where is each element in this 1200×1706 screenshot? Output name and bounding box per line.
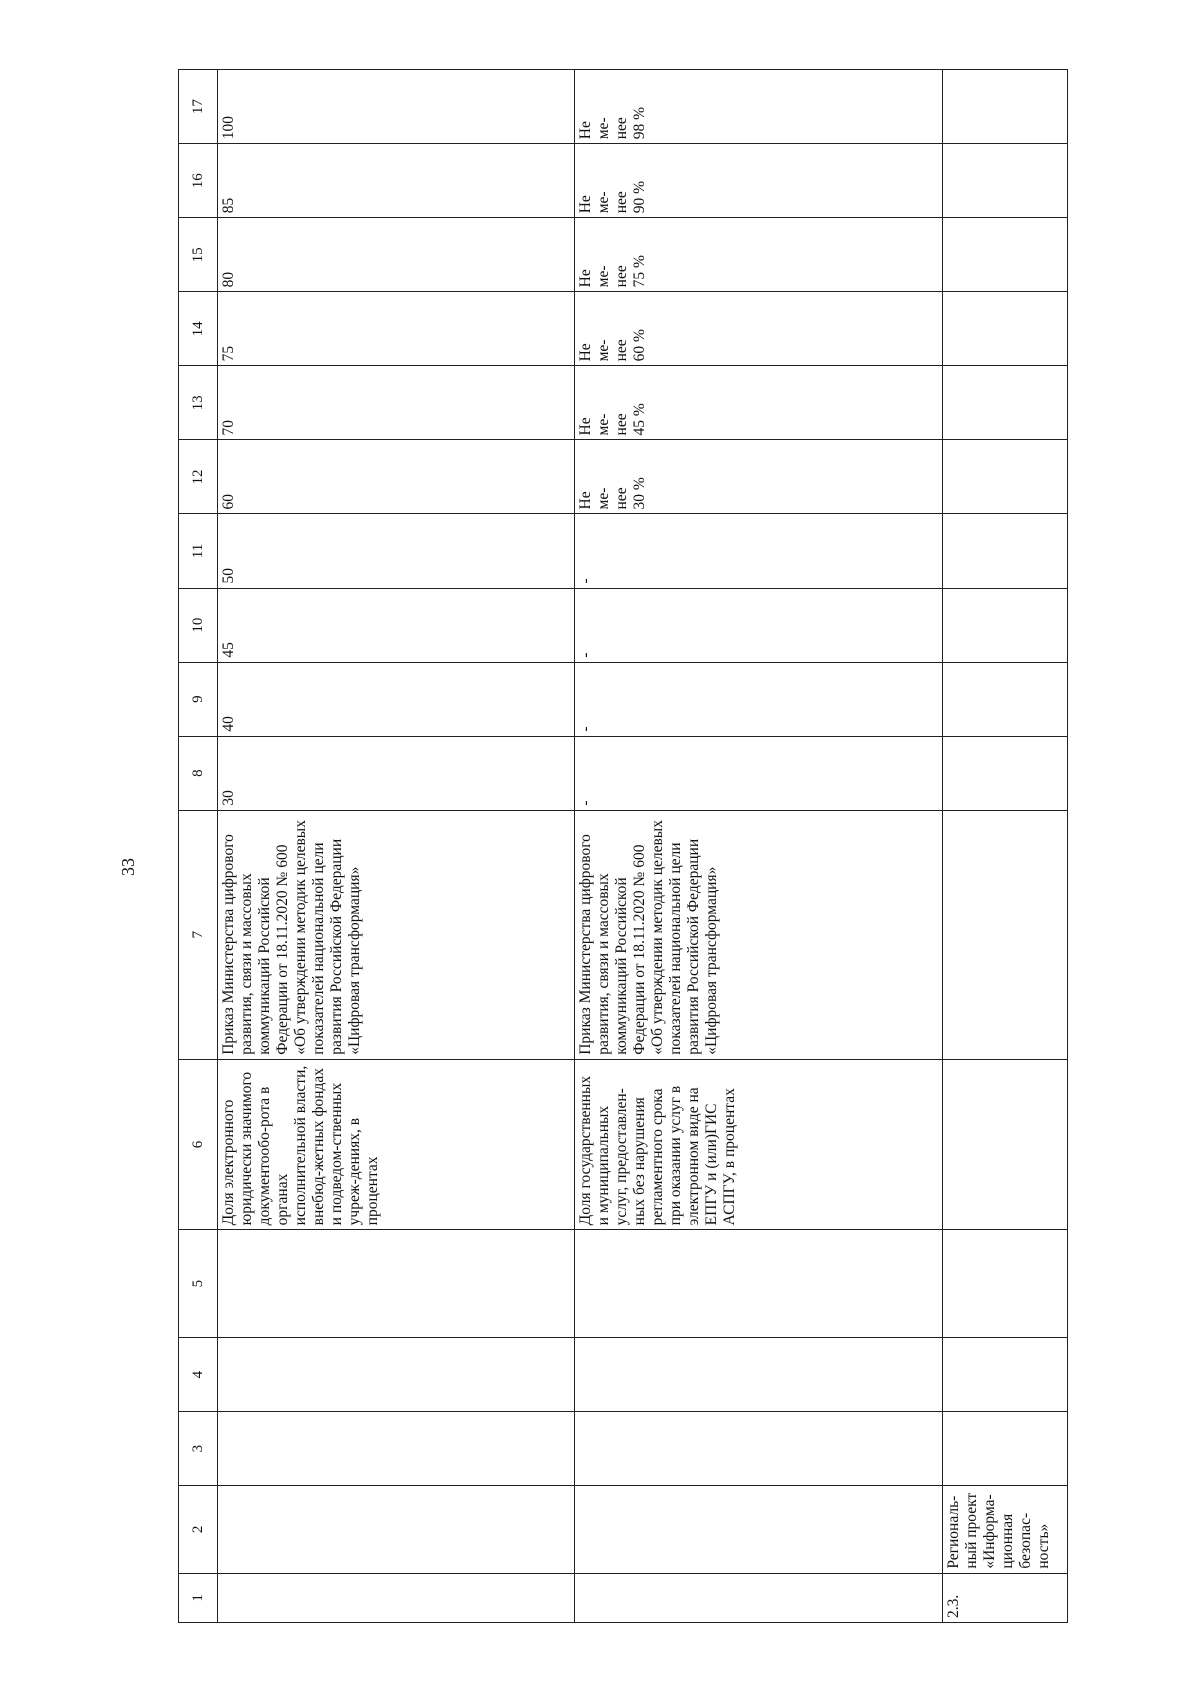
- table-row: [943, 70, 1068, 1623]
- table-cell: [943, 440, 1068, 514]
- table-cell: [943, 218, 1068, 292]
- header-cell: 1: [179, 1573, 218, 1622]
- table-cell: [943, 588, 1068, 662]
- value-cell: 75: [217, 292, 574, 366]
- table-cell: [943, 514, 1068, 588]
- value-cell: 85: [217, 144, 574, 218]
- header-cell: 11: [179, 514, 218, 588]
- table-cell: [943, 810, 1068, 1059]
- header-cell: 16: [179, 144, 218, 218]
- value-cell: -: [574, 736, 942, 810]
- table-cell: [943, 70, 1068, 144]
- methodology-source-cell: Приказ Министерства цифрового развития, связи и массовых коммуникаций Российской Федерации от 18.11.2020 № 600 «Об утверждении методик целевых показателей национальной цели развития Российской Федерации «Цифровая трансформация»: [574, 810, 942, 1059]
- header-cell: 10: [179, 588, 218, 662]
- table-cell: [574, 1412, 942, 1486]
- table-cell: [574, 1338, 942, 1412]
- table-cell: [574, 1230, 942, 1338]
- header-cell: 13: [179, 366, 218, 440]
- value-cell: Не ме- нее 30 %: [574, 440, 942, 514]
- header-cell: 7: [179, 810, 218, 1059]
- table-cell: [217, 1412, 574, 1486]
- table-cell: [217, 1486, 574, 1574]
- table-cell: [943, 366, 1068, 440]
- header-cell: 9: [179, 662, 218, 736]
- table-cell: [217, 1230, 574, 1338]
- row-number-cell: 2.3.: [943, 1573, 1068, 1622]
- value-cell: -: [574, 514, 942, 588]
- header-cell: 17: [179, 70, 218, 144]
- value-cell: 70: [217, 366, 574, 440]
- table-cell: [943, 662, 1068, 736]
- rotated-table-wrapper: [178, 69, 1068, 1623]
- header-cell: 2: [179, 1486, 218, 1574]
- value-cell: 100: [217, 70, 574, 144]
- header-cell: 3: [179, 1412, 218, 1486]
- table-cell: [574, 1573, 942, 1622]
- table-cell: [943, 144, 1068, 218]
- value-cell: Не ме- нее 75 %: [574, 218, 942, 292]
- value-cell: 40: [217, 662, 574, 736]
- table-cell: [943, 736, 1068, 810]
- value-cell: Не ме- нее 60 %: [574, 292, 942, 366]
- value-cell: Не ме- нее 98 %: [574, 70, 942, 144]
- table-cell: [943, 1338, 1068, 1412]
- table-cell: [943, 1059, 1068, 1230]
- page-number: 33: [118, 858, 138, 876]
- value-cell: 60: [217, 440, 574, 514]
- table-cell: [943, 292, 1068, 366]
- header-cell: 6: [179, 1059, 218, 1230]
- value-cell: Не ме- нее 45 %: [574, 366, 942, 440]
- table-row: [574, 70, 942, 1623]
- table-cell: [943, 1412, 1068, 1486]
- value-cell: 80: [217, 218, 574, 292]
- table-cell: [943, 1230, 1068, 1338]
- header-cell: 14: [179, 292, 218, 366]
- value-cell: 30: [217, 736, 574, 810]
- table-row: [217, 70, 574, 1623]
- table-cell: [217, 1338, 574, 1412]
- value-cell: -: [574, 588, 942, 662]
- indicator-name-cell: Доля государственных и муниципальных услуг, предоставлен-ных без нарушения регламентного срока при оказании услуг в электронном виде на ЕПГУ и (или)ГИС АСПГУ, в процентах: [574, 1059, 942, 1230]
- header-cell: 8: [179, 736, 218, 810]
- header-cell: 12: [179, 440, 218, 514]
- indicator-name-cell: Доля электронного юридически значимого документообо-рота в органах исполнительной власти, внебюд-жетных фондах и подведом-ственных учреж-дениях, в процентах: [217, 1059, 574, 1230]
- header-cell: 4: [179, 1338, 218, 1412]
- table-cell: [217, 1573, 574, 1622]
- value-cell: -: [574, 662, 942, 736]
- value-cell: 45: [217, 588, 574, 662]
- header-cell: 5: [179, 1230, 218, 1338]
- table-cell: [574, 1486, 942, 1574]
- value-cell: Не ме- нее 90 %: [574, 144, 942, 218]
- header-row: [179, 70, 218, 1623]
- methodology-source-cell: Приказ Министерства цифрового развития, связи и массовых коммуникаций Российской Федерации от 18.11.2020 № 600 «Об утверждении методик целевых показателей национальной цели развития Российской Федерации «Цифровая трансформация»: [217, 810, 574, 1059]
- project-name-cell: Региональ-ный проект «Информа-ционная безопас-ность»: [943, 1486, 1068, 1574]
- value-cell: 50: [217, 514, 574, 588]
- indicators-table: [178, 69, 1068, 1623]
- header-cell: 15: [179, 218, 218, 292]
